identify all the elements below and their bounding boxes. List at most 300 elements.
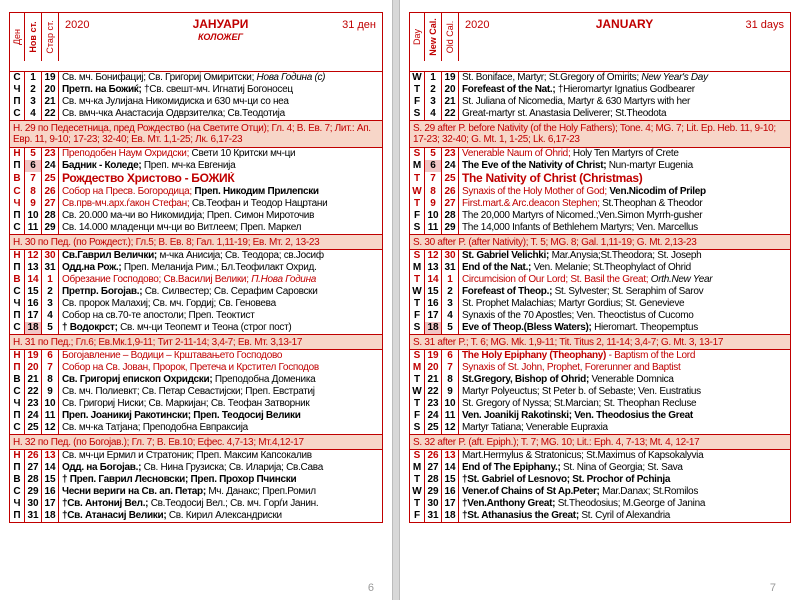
- weekday-cell: T: [410, 274, 425, 286]
- new-calendar-date: 26: [425, 450, 442, 463]
- old-calendar-date: 27: [42, 198, 59, 210]
- day-row: [10, 160, 383, 172]
- new-calendar-date: 20: [25, 362, 42, 374]
- weekday-cell: W: [410, 386, 425, 398]
- new-calendar-date: 4: [425, 108, 442, 121]
- feast-text: Обрезание Господово; Св.Василиј Велики;: [62, 274, 252, 285]
- new-calendar-date: 6: [25, 160, 42, 172]
- new-calendar-date: 18: [425, 322, 442, 335]
- feast-text-cell: [59, 486, 383, 498]
- new-calendar-date: 8: [25, 186, 42, 198]
- month-title-block: [459, 13, 790, 61]
- new-calendar-date: 19: [425, 350, 442, 363]
- feast-text: Преп. Јоаникиј Ракотински; Преп. Теодосиј Велики: [62, 410, 301, 421]
- feast-text-cell: [59, 172, 383, 186]
- old-calendar-date: 24: [42, 160, 59, 172]
- old-calendar-date: 10: [442, 398, 459, 410]
- day-row: [10, 462, 383, 474]
- weekday-cell: F: [410, 96, 425, 108]
- feast-text: End of the Nat.;: [462, 262, 534, 273]
- col-header-old-calendar: Стар ст.: [42, 13, 59, 61]
- feast-text: Одд. на Богојав.;: [62, 462, 144, 473]
- weekday-cell: П: [10, 262, 25, 274]
- new-calendar-date: 5: [25, 148, 42, 161]
- day-row: [410, 198, 791, 210]
- day-row: [10, 410, 383, 422]
- weekday-cell: Ч: [10, 198, 25, 210]
- weekday-cell: П: [10, 410, 25, 422]
- old-calendar-date: 9: [42, 386, 59, 398]
- old-calendar-date: 5: [442, 322, 459, 335]
- feast-text-cell: [459, 462, 791, 474]
- feast-text-cell: [59, 198, 383, 210]
- weekday-cell: В: [10, 474, 25, 486]
- col-header-day: Day: [410, 13, 425, 61]
- old-calendar-date: 20: [442, 84, 459, 96]
- feast-text: New Year's Day: [641, 72, 708, 83]
- feast-text: Св. Кирил Александриски: [168, 510, 282, 521]
- feast-text-cell: [59, 362, 383, 374]
- feast-text-cell: [59, 386, 383, 398]
- old-calendar-date: 22: [42, 108, 59, 121]
- weekday-cell: S: [410, 148, 425, 161]
- feast-text: Преподобен Наум Охридски;: [62, 148, 192, 159]
- feast-text-cell: [59, 450, 383, 463]
- day-row: [10, 486, 383, 498]
- old-calendar-date: 19: [42, 72, 59, 85]
- feast-text-cell: [59, 262, 383, 274]
- weekday-cell: П: [10, 462, 25, 474]
- feast-text-cell: [459, 310, 791, 322]
- new-calendar-date: 13: [425, 262, 442, 274]
- feast-text-cell: [459, 386, 791, 398]
- new-calendar-date: 16: [25, 298, 42, 310]
- day-row: [10, 186, 383, 198]
- feast-text-cell: [59, 462, 383, 474]
- old-calendar-date: 28: [42, 210, 59, 222]
- day-row: [10, 84, 383, 96]
- weekday-cell: С: [10, 286, 25, 298]
- day-row: [10, 198, 383, 210]
- feast-text-cell: [59, 498, 383, 510]
- feast-text: Martyr Tatiana; Venerable Eupraxia: [462, 422, 608, 433]
- feast-text: St. Sylvester; St. Seraphim of Sarov: [554, 286, 704, 297]
- page-number: 6: [367, 582, 374, 594]
- old-calendar-date: 4: [442, 310, 459, 322]
- feast-text: St. Gregory of Nyssa; St.Marcian; St. Theophan Recluse: [462, 398, 697, 409]
- weekday-cell: T: [410, 172, 425, 186]
- weekday-cell: С: [10, 322, 25, 335]
- feast-text-cell: [59, 84, 383, 96]
- old-calendar-date: 13: [442, 450, 459, 463]
- weekday-cell: П: [10, 160, 25, 172]
- feast-text: Собор на Пресв. Богородица;: [62, 186, 195, 197]
- feast-text: Собор на Св. Јован, Пророк, Претеча и Крстител Господов: [62, 362, 319, 373]
- calendar-table: [9, 71, 383, 523]
- feast-text-cell: [59, 286, 383, 298]
- feast-text: † Водокрст;: [62, 322, 121, 333]
- new-calendar-date: 29: [25, 486, 42, 498]
- feast-text: St. Gabriel Velichki;: [462, 250, 552, 261]
- feast-text: Собор на св.70-те апостоли; Преп. Теоктист: [62, 310, 255, 321]
- right-page: [399, 0, 800, 600]
- day-row: [10, 108, 383, 121]
- feast-text-cell: [59, 274, 383, 286]
- feast-text: The 20,000 Martyrs of Nicomed.;Ven.Simon Myrrh-gusher: [462, 210, 703, 221]
- week-reading-text: S. 30 after P. (after Nativity); T. 5; MG. 8; Gal. 1,11-19; G. Mt. 2,13-23: [410, 235, 791, 250]
- new-calendar-date: 22: [425, 386, 442, 398]
- feast-text-cell: [459, 222, 791, 235]
- weekday-cell: F: [410, 310, 425, 322]
- old-calendar-date: 31: [442, 262, 459, 274]
- feast-text-cell: [59, 298, 383, 310]
- feast-text-cell: [459, 274, 791, 286]
- feast-text: Forefeast of Theop.;: [462, 286, 555, 297]
- day-row: [410, 462, 791, 474]
- col-header-old-calendar: Old Cal.: [442, 13, 459, 61]
- day-row: [410, 398, 791, 410]
- day-row: [10, 474, 383, 486]
- day-row: [10, 286, 383, 298]
- new-calendar-date: 31: [25, 510, 42, 523]
- weekday-cell: S: [410, 322, 425, 335]
- feast-text-cell: [459, 250, 791, 263]
- feast-text: Mar.Anysia;St.Theodora; St. Joseph: [551, 250, 702, 261]
- day-row: [410, 422, 791, 435]
- old-calendar-date: 26: [42, 186, 59, 198]
- feast-text-cell: [59, 108, 383, 121]
- weekday-cell: W: [410, 486, 425, 498]
- day-row: [10, 262, 383, 274]
- weekday-cell: S: [410, 108, 425, 121]
- feast-text: The Eve of the Nativity of Christ;: [462, 160, 609, 171]
- new-calendar-date: 4: [25, 108, 42, 121]
- old-calendar-date: 10: [42, 398, 59, 410]
- weekday-cell: С: [10, 222, 25, 235]
- old-calendar-date: 28: [442, 210, 459, 222]
- day-row: [410, 474, 791, 486]
- day-row: [410, 160, 791, 172]
- weekday-cell: F: [410, 510, 425, 523]
- feast-text: Св. Григориј епископ Охридски;: [62, 374, 215, 385]
- old-calendar-date: 3: [42, 298, 59, 310]
- new-calendar-date: 10: [25, 210, 42, 222]
- feast-text-cell: [459, 474, 791, 486]
- feast-text-cell: [59, 148, 383, 161]
- day-row: [410, 486, 791, 498]
- feast-text-cell: [459, 374, 791, 386]
- day-row: [410, 262, 791, 274]
- day-row: [410, 108, 791, 121]
- new-calendar-date: 8: [425, 186, 442, 198]
- feast-text-cell: [59, 350, 383, 363]
- weekday-cell: T: [410, 198, 425, 210]
- week-header-row: [10, 235, 383, 250]
- feast-text-cell: [459, 422, 791, 435]
- old-calendar-date: 5: [42, 322, 59, 335]
- feast-text: Св. Нина Грузиска; Св. Иларија; Св.Сава: [143, 462, 323, 473]
- day-row: [410, 350, 791, 363]
- day-row: [410, 386, 791, 398]
- new-calendar-date: 2: [425, 84, 442, 96]
- feast-text: Св. Григориј Ниски; Св. Маркијан; Св. Теофан Затворник: [62, 398, 310, 409]
- feast-text-cell: [459, 286, 791, 298]
- feast-text: Св.Гаврил Велички;: [62, 250, 160, 261]
- day-row: [410, 362, 791, 374]
- old-calendar-date: 25: [442, 172, 459, 186]
- day-row: [10, 298, 383, 310]
- old-calendar-date: 16: [42, 486, 59, 498]
- day-row: [10, 498, 383, 510]
- weekday-cell: Н: [10, 250, 25, 263]
- week-header-row: [10, 121, 383, 148]
- feast-text: † Преп. Гаврил Лесновски; Преп. Прохор Пчински: [62, 474, 297, 485]
- new-calendar-date: 27: [25, 462, 42, 474]
- feast-text: †St. Athanasius the Great;: [462, 510, 582, 521]
- day-row: [10, 274, 383, 286]
- feast-text-cell: [459, 486, 791, 498]
- day-row: [410, 298, 791, 310]
- day-row: [410, 374, 791, 386]
- new-calendar-date: 25: [425, 422, 442, 435]
- day-row: [410, 96, 791, 108]
- feast-text: Ven. Melanie; St.Theophylact of Ohrid: [533, 262, 691, 273]
- col-header-new-calendar: Нов ст.: [25, 13, 42, 61]
- weekday-cell: Ч: [10, 84, 25, 96]
- days-count: 31 days: [745, 19, 784, 31]
- weekday-cell: T: [410, 374, 425, 386]
- weekday-cell: T: [410, 398, 425, 410]
- feast-text: Св. мч-ка Татјана; Преподобна Евпраксија: [62, 422, 248, 433]
- feast-text-cell: [459, 160, 791, 172]
- new-calendar-date: 14: [425, 274, 442, 286]
- weekday-cell: T: [410, 474, 425, 486]
- old-calendar-date: 20: [42, 84, 59, 96]
- weekday-cell: П: [10, 310, 25, 322]
- feast-text-cell: [59, 322, 383, 335]
- old-calendar-date: 18: [42, 510, 59, 523]
- old-calendar-date: 2: [42, 286, 59, 298]
- new-calendar-date: 29: [425, 486, 442, 498]
- new-calendar-date: 5: [425, 148, 442, 161]
- day-row: [10, 148, 383, 161]
- month-name: JANUARY: [595, 17, 654, 31]
- feast-text: St. Cyril of Alexandria: [581, 510, 671, 521]
- feast-text: Рождество Христово - БОЖИЌ: [62, 172, 235, 185]
- old-calendar-date: 15: [42, 474, 59, 486]
- days-count: 31 ден: [342, 19, 376, 31]
- feast-text: Св. мч-ка Јулијана Никомидиска и 630 мч-ци со неа: [62, 96, 289, 107]
- new-calendar-date: 7: [425, 172, 442, 186]
- feast-text: St. Boniface, Martyr; St.Gregory of Omirits;: [462, 72, 642, 83]
- weekday-cell: S: [410, 222, 425, 235]
- weekday-cell: S: [410, 350, 425, 363]
- old-calendar-date: 2: [442, 286, 459, 298]
- new-calendar-date: 23: [25, 398, 42, 410]
- weekday-cell: С: [10, 186, 25, 198]
- feast-text-cell: [459, 350, 791, 363]
- col-header-new-calendar: New Cal.: [425, 13, 442, 61]
- new-calendar-date: 28: [425, 474, 442, 486]
- old-calendar-date: 7: [42, 362, 59, 374]
- page-number: 7: [769, 582, 776, 594]
- feast-text-cell: [459, 362, 791, 374]
- weekday-cell: П: [10, 510, 25, 523]
- feast-text-cell: [59, 510, 383, 523]
- old-calendar-date: 26: [442, 186, 459, 198]
- feast-text: Mart.Hermylus & Stratonicus; St.Maximus of Kapsokalyvia: [462, 450, 704, 461]
- new-calendar-date: 22: [25, 386, 42, 398]
- weekday-cell: F: [410, 410, 425, 422]
- feast-text: Св.Теодосиј Вел.; Св. мч. Ѓорѓи Јанин.: [150, 498, 319, 509]
- weekday-cell: T: [410, 84, 425, 96]
- old-calendar-date: 24: [442, 160, 459, 172]
- feast-text: Богојавление – Водици – Крштавањето Господово: [62, 350, 283, 361]
- weekday-cell: Ч: [10, 298, 25, 310]
- feast-text: Одд.на Рож.;: [62, 262, 124, 273]
- new-calendar-date: 3: [25, 96, 42, 108]
- feast-text: Св. пророк Малахиј; Св. мч. Гордиј; Св. Геновева: [62, 298, 276, 309]
- feast-text: Св. 14.000 младенци мч-ци во Витлеем; Преп. Маркел: [62, 222, 302, 233]
- old-calendar-date: 19: [442, 72, 459, 85]
- feast-text-cell: [459, 410, 791, 422]
- feast-text: The 14,000 Infants of Bethlehem Martyrs; Ven. Marcellus: [462, 222, 698, 233]
- calendar-table: [409, 71, 791, 523]
- weekday-cell: M: [410, 262, 425, 274]
- month-title-block: [59, 13, 382, 61]
- day-row: [10, 386, 383, 398]
- new-calendar-date: 7: [25, 172, 42, 186]
- feast-text-cell: [59, 250, 383, 263]
- feast-text: Преп. Никодим Прилепски: [194, 186, 319, 197]
- feast-text-cell: [459, 498, 791, 510]
- feast-text: Orth.New Year: [650, 274, 713, 285]
- new-calendar-date: 27: [425, 462, 442, 474]
- feast-text-cell: [59, 72, 383, 85]
- new-calendar-date: 24: [25, 410, 42, 422]
- old-calendar-date: 17: [442, 498, 459, 510]
- weekday-cell: С: [10, 386, 25, 398]
- feast-text: Great-martyr st. Anastasia Deliverer; St.Theodota: [462, 108, 667, 119]
- feast-text-cell: [59, 474, 383, 486]
- feast-text-cell: [59, 210, 383, 222]
- feast-text: Св. 20.000 ма-чи во Никомидија; Преп. Симон Мироточив: [62, 210, 315, 221]
- old-calendar-date: 14: [442, 462, 459, 474]
- feast-text: Venerable Naum of Ohrid;: [462, 148, 573, 159]
- feast-text: End of The Epiphany.;: [462, 462, 563, 473]
- feast-text: Преп. мч-ка Евгенија: [143, 160, 236, 171]
- feast-text: The Nativity of Christ (Christmas): [462, 172, 643, 185]
- old-calendar-date: 11: [42, 410, 59, 422]
- feast-text: St. Juliana of Nicomedia, Martyr & 630 Martyrs with her: [462, 96, 691, 107]
- feast-text-cell: [459, 450, 791, 463]
- day-row: [410, 310, 791, 322]
- feast-text-cell: [459, 198, 791, 210]
- week-reading-text: S. 29 after P. before Nativity (of the Holy Fathers); Tone. 4; MG. 7; Lit. Ep. Heb. 11, 9-10; 17-23; 32-40; G. Mt. 1, 1-25; Lk. 6,17-23: [410, 121, 791, 148]
- feast-text: †St. Gabriel of Lesnovo; St. Prochor of Pchinja: [462, 474, 671, 485]
- old-calendar-date: 18: [442, 510, 459, 523]
- weekday-cell: В: [10, 172, 25, 186]
- feast-text: Бадник - Коледе;: [62, 160, 144, 171]
- feast-text: Ven.Nicodim of Prilep: [609, 186, 706, 197]
- feast-text-cell: [459, 148, 791, 161]
- feast-text: Forefeast of the Nat.;: [462, 84, 558, 95]
- day-row: [10, 250, 383, 263]
- old-calendar-date: 30: [442, 250, 459, 263]
- feast-text: Eve of Theop.(Bless Waters);: [462, 322, 595, 333]
- feast-text: Претпр. Богојав.;: [62, 286, 145, 297]
- day-row: [10, 374, 383, 386]
- old-calendar-date: 23: [442, 148, 459, 161]
- week-reading-text: Н. 32 по Пед. (по Богојав.); Гл. 7; В. Ев.10; Ефес. 4,7-13; Мт.4,12-17: [10, 435, 383, 450]
- old-calendar-date: 9: [442, 386, 459, 398]
- feast-text: Св.прв-мч.арх.ѓакон Стефан;: [62, 198, 192, 209]
- old-calendar-date: 12: [442, 422, 459, 435]
- old-calendar-date: 14: [42, 462, 59, 474]
- new-calendar-date: 16: [425, 298, 442, 310]
- weekday-cell: T: [410, 498, 425, 510]
- weekday-cell: С: [10, 72, 25, 85]
- weekday-cell: M: [410, 462, 425, 474]
- day-row: [410, 84, 791, 96]
- calendar-header: [409, 12, 791, 61]
- week-reading-text: Н. 30 по Пед. (по Рождест.); Гл.5; В. Ев. 8; Гал. 1,11-19; Ев. Мт. 2, 13-23: [10, 235, 383, 250]
- new-calendar-date: 10: [425, 210, 442, 222]
- new-calendar-date: 24: [425, 410, 442, 422]
- feast-text: Venerable Domnica: [591, 374, 674, 385]
- old-calendar-date: 1: [42, 274, 59, 286]
- new-calendar-date: 9: [25, 198, 42, 210]
- weekday-cell: С: [10, 422, 25, 435]
- feast-text: St.Gregory, Bishop of Ohrid;: [462, 374, 592, 385]
- feast-text-cell: [459, 262, 791, 274]
- feast-text-cell: [459, 298, 791, 310]
- new-calendar-date: 1: [425, 72, 442, 85]
- feast-text: †Hieromartyr Ignatius Godbearer: [557, 84, 695, 95]
- new-calendar-date: 21: [425, 374, 442, 386]
- feast-text: Св. вмч-чка Анастасија Одврзителка; Св.Теодотија: [62, 108, 285, 119]
- old-calendar-date: 27: [442, 198, 459, 210]
- feast-text: Мч. Данакс; Преп.Ромил: [208, 486, 316, 497]
- feast-text: Св.Теофан и Теодор Нацртани: [191, 198, 328, 209]
- feast-text: The Holy Epiphany (Theophany): [462, 350, 607, 361]
- new-calendar-date: 17: [25, 310, 42, 322]
- feast-text: Св. мч-ци Ермил и Стратоник; Преп. Максим Капсокалив: [62, 450, 312, 461]
- old-calendar-date: 22: [442, 108, 459, 121]
- day-row: [10, 362, 383, 374]
- new-calendar-date: 30: [25, 498, 42, 510]
- new-calendar-date: 12: [425, 250, 442, 263]
- new-calendar-date: 31: [425, 510, 442, 523]
- old-calendar-date: 29: [442, 222, 459, 235]
- feast-text-cell: [459, 84, 791, 96]
- day-row: [10, 172, 383, 186]
- new-calendar-date: 19: [25, 350, 42, 363]
- week-header-row: [410, 121, 791, 148]
- feast-text: Ven. Joanikij Rakotinski; Ven. Theodosius the Great: [462, 410, 693, 421]
- new-calendar-date: 9: [425, 198, 442, 210]
- feast-text: Nun-martyr Eugenia: [608, 160, 693, 171]
- weekday-cell: S: [410, 450, 425, 463]
- month-name: ЈАНУАРИ: [192, 17, 249, 31]
- day-row: [410, 172, 791, 186]
- day-row: [10, 450, 383, 463]
- new-calendar-date: 15: [25, 286, 42, 298]
- feast-text-cell: [459, 108, 791, 121]
- feast-text: П.Нова Година: [251, 274, 317, 285]
- feast-text-cell: [459, 510, 791, 523]
- day-row: [10, 398, 383, 410]
